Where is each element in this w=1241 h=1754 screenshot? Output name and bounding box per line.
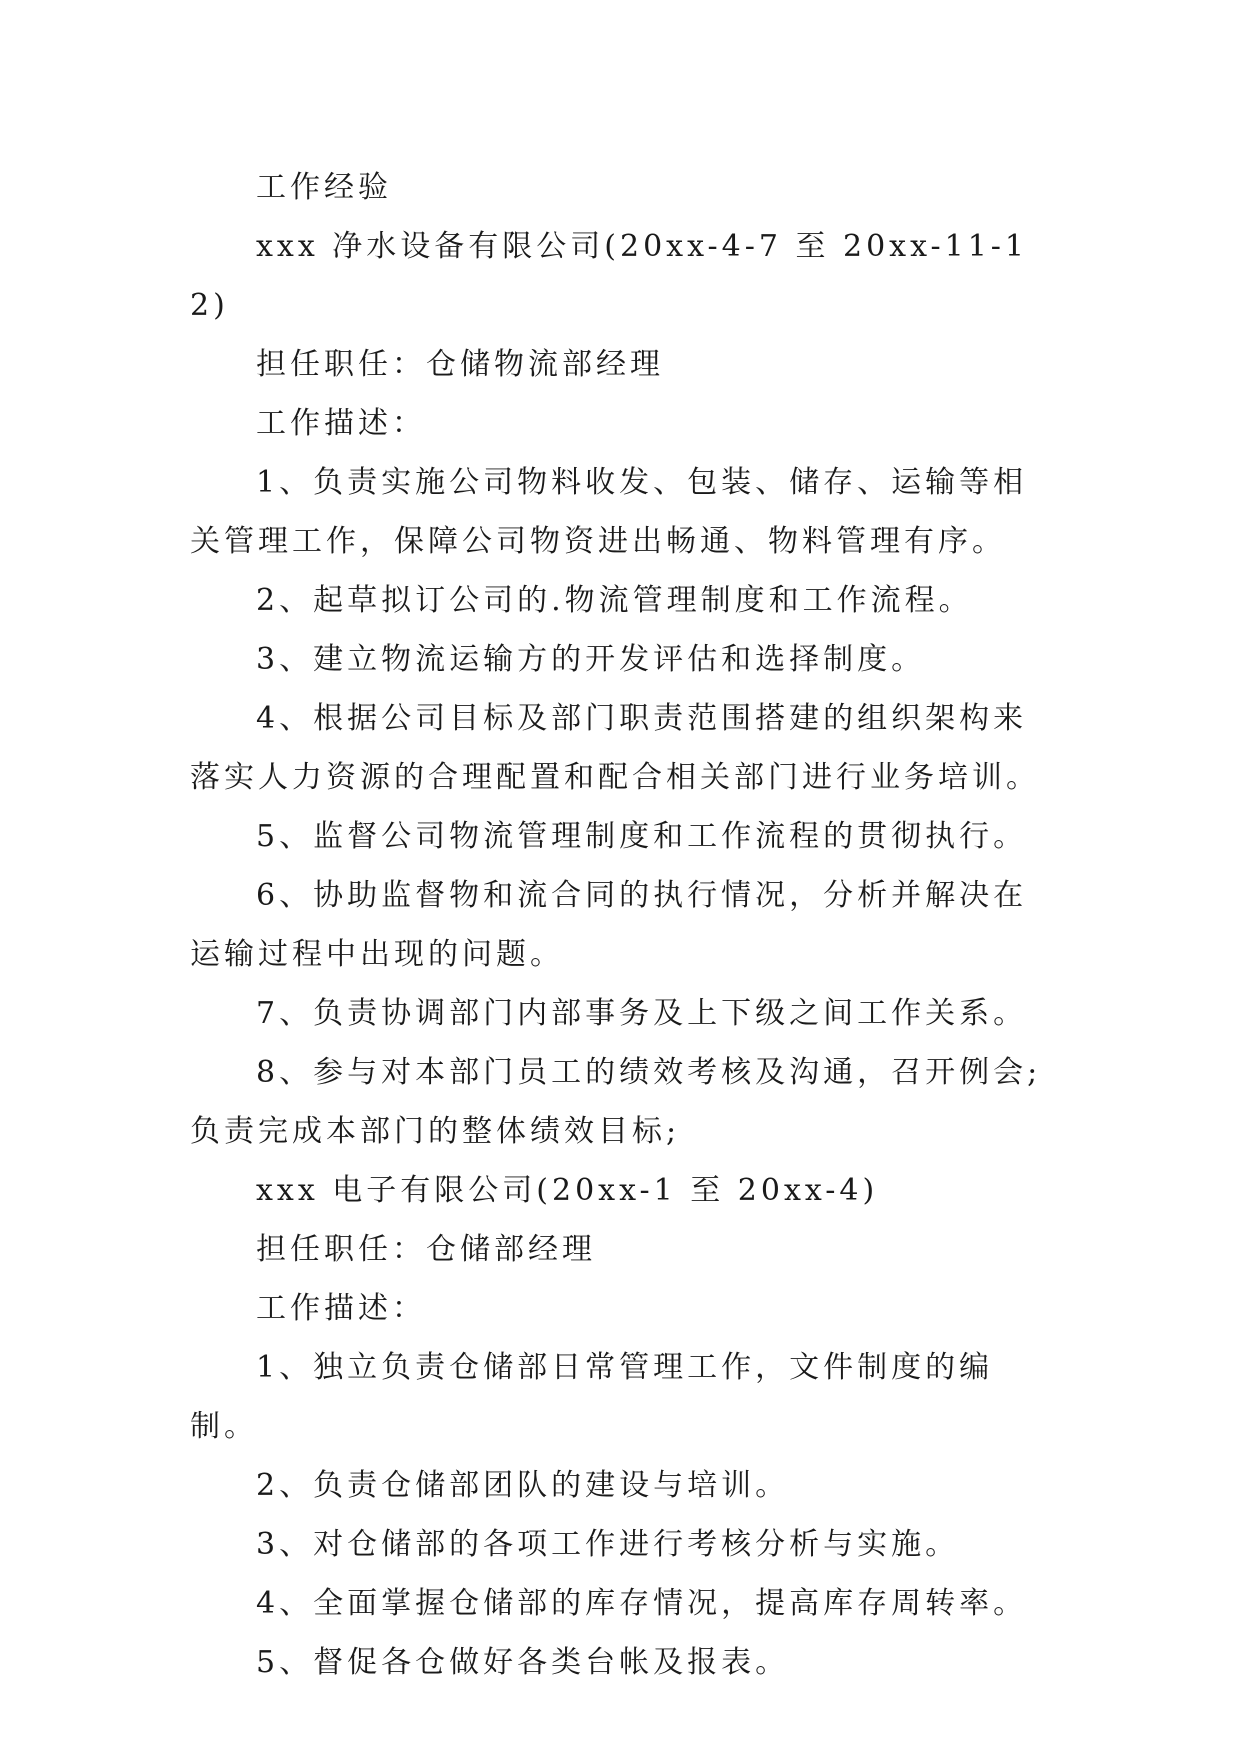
- duty-1-7: 7、负责协调部门内部事务及上下级之间工作关系。: [256, 996, 1028, 1031]
- duty-2-4: 4、全面掌握仓储部的库存情况，提高库存周转率。: [256, 1586, 1028, 1621]
- duty-1-1: 1、负责实施公司物料收发、包装、储存、运输等相关管理工作，保障公司物资进出畅通、物料管理有序。: [190, 465, 1028, 559]
- duty-1-2: 2、起草拟订公司的.物流管理制度和工作流程。: [256, 583, 973, 618]
- section-heading-work-experience: 工作经验: [256, 170, 392, 205]
- company-2-line: xxx 电子有限公司(20xx-1 至 20xx-4): [256, 1173, 879, 1208]
- duty-2-1: 1、独立负责仓储部日常管理工作，文件制度的编制。: [190, 1350, 994, 1444]
- position-1-line: 担任职任：仓储物流部经理: [256, 347, 664, 382]
- company-1-line: xxx 净水设备有限公司(20xx-4-7 至 20xx-11-12): [190, 229, 1029, 323]
- description-1-label: 工作描述：: [256, 406, 426, 441]
- duty-1-3: 3、建立物流运输方的开发评估和选择制度。: [256, 642, 926, 677]
- duty-2-5: 5、督促各仓做好各类台帐及报表。: [256, 1645, 790, 1680]
- duty-1-5: 5、监督公司物流管理制度和工作流程的贯彻执行。: [256, 819, 1028, 854]
- duty-1-8: 8、参与对本部门员工的绩效考核及沟通，召开例会;负责完成本部门的整体绩效目标;: [190, 1055, 1042, 1149]
- duty-2-2: 2、负责仓储部团队的建设与培训。: [256, 1468, 790, 1503]
- duty-1-4: 4、根据公司目标及部门职责范围搭建的组织架构来落实人力资源的合理配置和配合相关部门进行业务培训。: [190, 701, 1040, 795]
- duty-1-6: 6、协助监督物和流合同的执行情况，分析并解决在运输过程中出现的问题。: [190, 878, 1028, 972]
- position-2-line: 担任职任：仓储部经理: [256, 1232, 596, 1267]
- document-body: [190, 158, 1050, 1692]
- duty-2-3: 3、对仓储部的各项工作进行考核分析与实施。: [256, 1527, 960, 1562]
- description-2-label: 工作描述：: [256, 1291, 426, 1326]
